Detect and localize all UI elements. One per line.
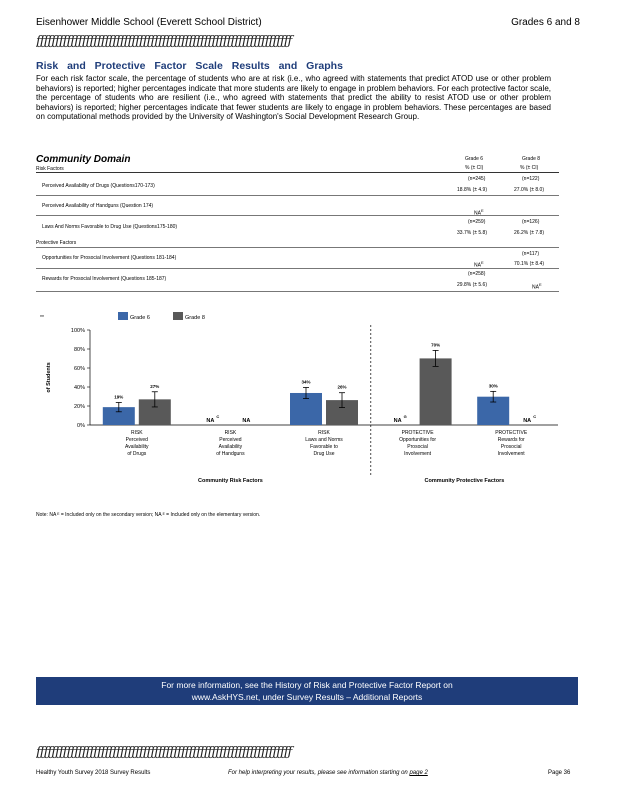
intro-paragraph: For each risk factor scale, the percentage of students who are at risk (i.e., who agreed with statements that predict ATOD use or other problem behaviors) is reported; higher percentages indicate that more students are likely to engage in problem behaviors. For each protective factor scale, the percentage of students who are resilient (i.e., who agreed with statements that predict the ability to resist ATOD use or other problem behaviors) is reported; higher percentages indicate that fewer students are likely to engage in problem behaviors. These percentages are based on computational methods provided by the University of Washington's Social Development Research Group. <box>36 74 551 121</box>
y-tick-label: 80% <box>73 347 85 353</box>
row-na6: $NA^E$ <box>474 208 484 217</box>
category-label: RISK <box>130 430 143 436</box>
legend-label: Grade 8 <box>185 315 205 321</box>
row-rule <box>36 268 559 269</box>
more-info-line1: For more information, see the History of Risk and Protective Factor Report on <box>161 680 453 690</box>
category-label: Laws and Norms <box>305 437 343 443</box>
section-title: Risk and Protective Factor Scale Results and Graphs <box>36 60 343 72</box>
row-n6: (n=258) <box>468 271 486 277</box>
y-axis-label: of Students <box>46 362 52 393</box>
category-label: Perceived <box>125 437 148 443</box>
category-label: PROTECTIVE <box>495 430 528 436</box>
category-label: of Drugs <box>127 451 147 457</box>
legend-prefix: ** <box>40 315 44 321</box>
category-label: Prosocial <box>500 444 522 450</box>
more-info-line2[interactable]: www.AskHYS.net, under Survey Results – Additional Reports <box>191 692 423 702</box>
risk-factors-label: Risk Factors <box>36 166 64 172</box>
row-n6: (n=259) <box>468 219 486 225</box>
category-label: Availability <box>125 444 149 450</box>
row-rule <box>36 215 559 216</box>
row-label: Perceived Availability of Handguns (Question 174) <box>42 203 154 209</box>
data-label: 27% <box>150 383 160 389</box>
category-label: of Handguns <box>216 451 245 457</box>
bar-chart <box>30 305 570 490</box>
footer-left: Healthy Youth Survey 2018 Survey Results <box>36 770 151 776</box>
legend-label: Grade 6 <box>130 315 150 321</box>
category-label: Involvement <box>404 451 432 457</box>
row-rule <box>36 195 559 196</box>
grades-label: Grades 6 and 8 <box>511 17 580 28</box>
category-label: Opportunities for <box>399 437 437 443</box>
category-label: Availability <box>218 444 243 450</box>
row-rule <box>36 247 559 248</box>
row-na6: $NA^E$ <box>474 260 484 269</box>
page-link[interactable]: page 2 <box>409 770 428 776</box>
ci-head-8: % (± CI) <box>520 165 539 171</box>
row-n8: (n=117) <box>522 251 540 257</box>
row-label: Perceived Availability of Drugs (Questions170-173) <box>42 183 155 189</box>
row-v6: 33.7% (± 5.8) <box>457 230 487 236</box>
more-info-box <box>36 677 578 705</box>
row-label: Laws And Norms Favorable to Drug Use (Questions175-180) <box>42 224 178 230</box>
ci-head-6: % (± CI) <box>465 165 484 171</box>
category-label: Rewards for <box>497 437 525 443</box>
row-label: Opportunities for Prosocial Involvement (Questions 181-184) <box>42 255 177 261</box>
y-tick-label: 40% <box>73 385 85 391</box>
ornament-rule-bottom: ƒƒƒƒƒƒƒƒƒƒƒƒƒƒƒƒƒƒƒƒƒƒƒƒƒƒƒƒƒƒƒƒƒƒƒƒƒƒƒƒƒƒƒƒƒƒƒƒƒƒƒƒƒƒƒƒƒƒƒƒƒƒƒƒƒƒƒ <box>36 745 292 760</box>
grade6-head: Grade 6 <box>465 156 484 162</box>
row-n6: (n=245) <box>468 176 486 182</box>
row-n8: (n=122) <box>522 176 540 182</box>
data-label: 19% <box>114 394 124 400</box>
grade8-head: Grade 8 <box>522 156 541 162</box>
row-label: Rewards for Prosocial Involvement (Questions 185-187) <box>42 276 167 282</box>
category-label: Involvement <box>497 451 525 457</box>
na-superscript: G <box>403 414 407 419</box>
category-label: Drug Use <box>313 451 335 457</box>
table-rule <box>36 172 559 173</box>
legend-swatch <box>118 312 128 320</box>
na-label: NA <box>242 418 251 424</box>
na-superscript: C <box>216 414 220 419</box>
na-label: NA <box>206 418 215 424</box>
row-na8: $NA^E$ <box>532 282 542 291</box>
y-tick-label: 100% <box>70 328 85 334</box>
data-label: 26% <box>337 384 347 390</box>
footer-help: For help interpreting your results, please see information starting on page 2 <box>228 770 428 776</box>
y-tick-label: 60% <box>73 366 85 372</box>
group-label: Community Risk Factors <box>198 478 263 484</box>
y-tick-label: 0% <box>77 423 85 429</box>
category-label: RISK <box>224 430 237 436</box>
row-n8: (n=126) <box>522 219 540 225</box>
row-v6: 18.8% (± 4.9) <box>457 187 487 193</box>
row-v8: 27.0% (± 8.0) <box>514 187 544 193</box>
row-v8: 26.2% (± 7.8) <box>514 230 544 236</box>
data-label: 30% <box>488 383 498 389</box>
na-label: NA <box>393 418 402 424</box>
category-label: Prosocial <box>407 444 428 450</box>
row-v8: 70.1% (± 8.4) <box>514 261 544 267</box>
data-label: 70% <box>431 342 441 348</box>
row-rule <box>36 291 559 292</box>
na-superscript: C <box>533 414 537 419</box>
protective-factors-label: Protective Factors <box>36 240 77 246</box>
row-v6: 29.8% (± 5.6) <box>457 282 487 288</box>
y-tick-label: 20% <box>73 404 85 410</box>
category-label: RISK <box>318 430 330 436</box>
category-label: PROTECTIVE <box>401 430 434 436</box>
school-name: Eisenhower Middle School (Everett School District) <box>36 17 262 28</box>
bar <box>420 358 452 425</box>
category-label: Favorable to <box>310 444 338 450</box>
ornament-rule-top: ƒƒƒƒƒƒƒƒƒƒƒƒƒƒƒƒƒƒƒƒƒƒƒƒƒƒƒƒƒƒƒƒƒƒƒƒƒƒƒƒƒƒƒƒƒƒƒƒƒƒƒƒƒƒƒƒƒƒƒƒƒƒƒƒƒƒƒ <box>36 34 292 49</box>
note: Note: NA ᴱ = Included only on the secondary version; NA ᴱ = Included only on the elementary version. <box>36 512 261 518</box>
domain-title: Community Domain <box>36 154 131 165</box>
group-label: Community Protective Factors <box>424 478 505 484</box>
page-number: Page 36 <box>548 770 571 776</box>
na-label: NA <box>523 418 532 424</box>
legend-swatch <box>173 312 183 320</box>
data-label: 34% <box>301 379 311 385</box>
category-label: Perceived <box>219 437 242 443</box>
